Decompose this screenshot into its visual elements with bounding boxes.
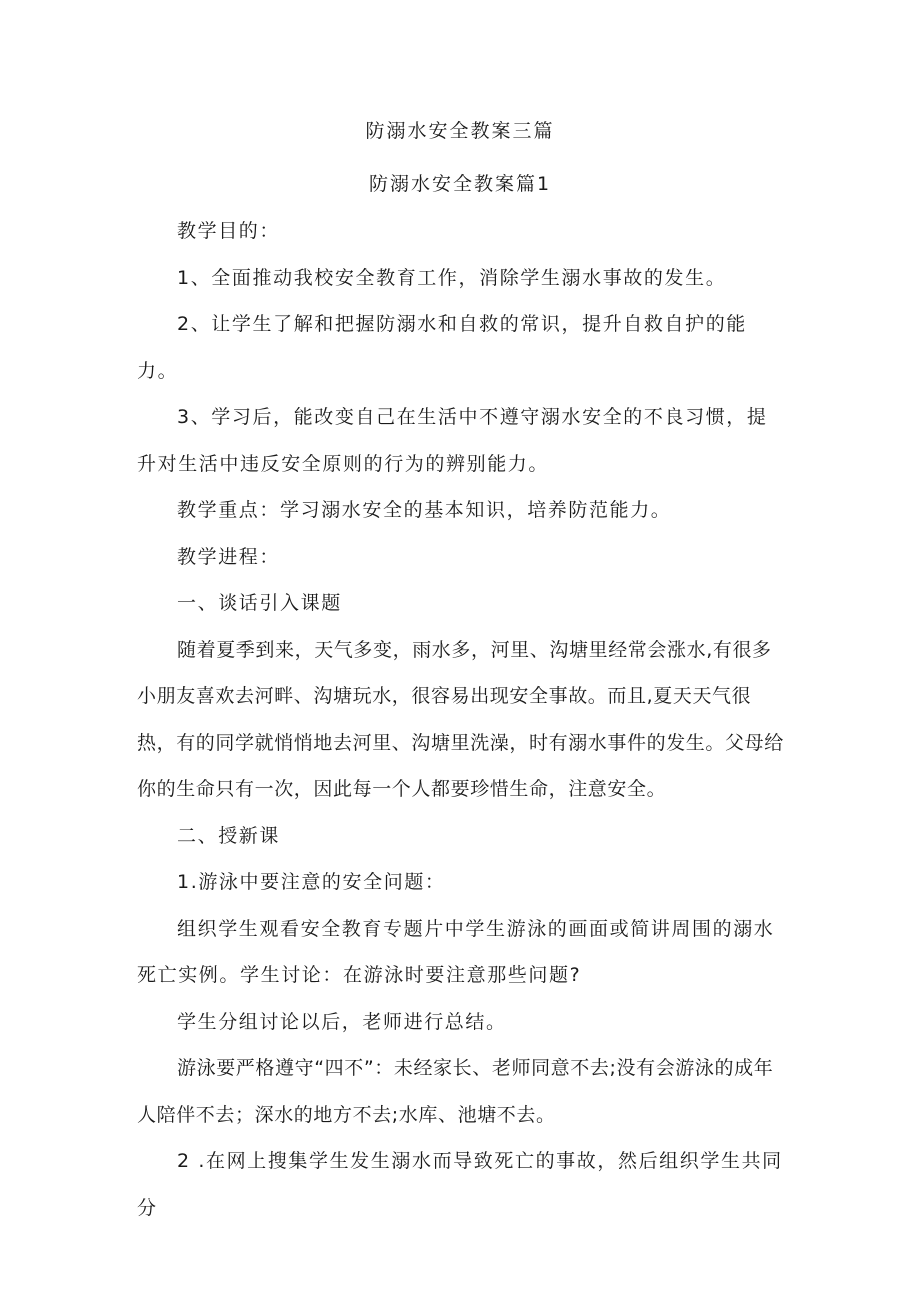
paragraph-process: 教学进程： xyxy=(177,545,281,568)
paragraph-key-point: 教学重点：学习溺水安全的基本知识，培养防范能力。 xyxy=(177,499,672,521)
heading-section-1: 一、谈话引入课题 xyxy=(177,592,342,614)
document-body xyxy=(137,208,787,1231)
paragraph-discussion: 组织学生观看安全教育专题片中学生游泳的画面或简讲周围的溺水死亡实例。学生讨论：在游泳时要注意那些问题? xyxy=(137,917,775,986)
document-subtitle: 防溺水安全教案篇1 xyxy=(368,173,552,195)
paragraph-four-nots: 游泳要严格遵守“四不”：未经家长、老师同意不去;没有会游泳的成年人陪伴不去；深水的地方不去;水库、池塘不去。 xyxy=(137,1057,774,1126)
paragraph-goal-1: 1、全面推动我校安全教育工作，消除学生溺水事故的发生。 xyxy=(177,266,727,289)
paragraph-teaching-goal: 教学目的： xyxy=(177,220,281,242)
paragraph-goal-3: 3、学习后，能改变自己在生活中不遵守溺水安全的不良习惯，提升对生活中违反安全原则的行为的辨别能力。 xyxy=(137,406,768,475)
heading-swimming-safety: 1.游泳中要注意的安全问题： xyxy=(177,871,446,893)
paragraph-item-2: 2 .在网上搜集学生发生溺水而导致死亡的事故，然后组织学生共同分 xyxy=(137,1150,783,1219)
paragraph-goal-2: 2、让学生了解和把握防溺水和自救的常识，提升自救自护的能力。 xyxy=(137,313,747,382)
paragraph-summary: 学生分组讨论以后，老师进行总结。 xyxy=(177,1010,507,1033)
document-title: 防溺水安全教案三篇 xyxy=(365,120,555,142)
paragraph-intro: 随着夏季到来，天气多变，雨水多，河里、沟塘里经常会涨水,有很多小朋友喜欢去河畔、沟塘玩水，很容易出现安全事故。而且,夏天天气很热，有的同学就悄悄地去河里、沟塘里洗澡，时有溺水事件的发生。父母给你的生命只有一次，因此每一个人都要珍惜生命，注意安全。 xyxy=(137,638,784,800)
heading-section-2: 二、授新课 xyxy=(177,824,281,847)
